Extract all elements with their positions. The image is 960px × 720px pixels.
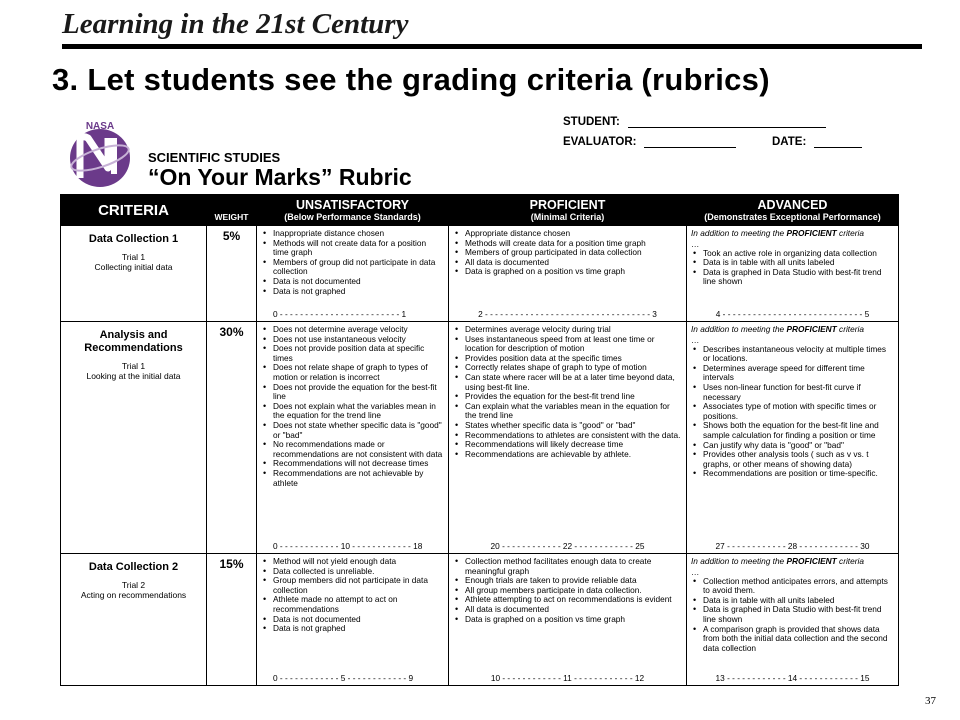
criteria-cell: [61, 322, 207, 554]
advanced-item: • Shows both the equation for the best-fit line and sample calculation for finding a position or time: [691, 421, 894, 440]
logo-text: NASA: [85, 121, 115, 132]
weight-cell: [207, 322, 257, 554]
rubric-row: [61, 554, 899, 686]
advanced-item: • Determines average speed for different time intervals: [691, 364, 894, 383]
unsatisfactory-item: • Recommendations will not decrease times: [261, 459, 444, 469]
advanced-intro: [691, 229, 894, 239]
proficient-item: • Enough trials are taken to provide reliable data: [453, 576, 682, 586]
advanced-item: • Took an active role in organizing data collection: [691, 249, 894, 259]
weight-value: 30%: [219, 325, 244, 339]
proficient-header: [449, 195, 687, 226]
criteria-cell: [61, 554, 207, 686]
unsatisfactory-item: • Inappropriate distance chosen: [261, 229, 444, 239]
org-name: SCIENTIFIC STUDIES: [148, 150, 281, 165]
criteria-trial-desc: Looking at the initial data: [86, 371, 181, 381]
criteria-name: Analysis and Recommendations: [84, 329, 183, 354]
advanced-cell: [687, 226, 899, 322]
advanced-cell: [687, 554, 899, 686]
unsatisfactory-item: • Does not explain what the variables mean in the equation for the trend line: [261, 402, 444, 421]
advanced-intro: [691, 557, 894, 567]
criteria-trial: Trial 1: [121, 361, 146, 371]
criteria-trial: Trial 2: [121, 580, 146, 590]
proficient-item: • Methods will create data for a position time graph: [453, 239, 682, 249]
advanced-scale: 27 - - - - - - - - - - - - 28 - - - - - - - - - - - - 30: [715, 541, 870, 551]
proficient-item: • Recommendations to athletes are consistent with the data.: [453, 431, 682, 441]
proficient-item: • Can explain what the variables mean in the equation for the trend line: [453, 402, 682, 421]
page-number: 37: [925, 695, 936, 707]
advanced-intro-prefix: In addition to meeting the: [691, 324, 787, 334]
proficient-item: • Recommendations will likely decrease time: [453, 440, 682, 450]
advanced-list: [691, 577, 894, 654]
advanced-item: • Data is in table with all units labeled: [691, 596, 894, 606]
header-row: [61, 195, 899, 226]
criteria-trial-desc: Acting on recommendations: [80, 590, 187, 600]
proficient-title: PROFICIENT: [529, 198, 606, 212]
unsatisfactory-item: • Data collected is unreliable.: [261, 567, 444, 577]
evaluator-field: [563, 136, 736, 148]
proficient-item: • Can state where racer will be at a later time beyond data, using best-fit line.: [453, 373, 682, 392]
weight-header: WEIGHT: [207, 195, 257, 226]
advanced-subtitle: (Demonstrates Exceptional Performance): [704, 212, 881, 222]
advanced-intro-suffix: criteria: [836, 324, 864, 334]
advanced-scale: 13 - - - - - - - - - - - - 14 - - - - - - - - - - - - 15: [715, 673, 870, 683]
proficient-item: • All data is documented: [453, 258, 682, 268]
unsatisfactory-item: • Data is not documented: [261, 277, 444, 287]
rubric-image: [60, 112, 898, 682]
unsatisfactory-item: • Athlete made no attempt to act on recommendations: [261, 595, 444, 614]
proficient-item: • Recommendations are achievable by athlete.: [453, 450, 682, 460]
unsatisfactory-list: [261, 229, 444, 296]
unsatisfactory-item: • Methods will not create data for a position time graph: [261, 239, 444, 258]
advanced-intro-suffix: criteria: [836, 556, 864, 566]
proficient-item: • States whether specific data is "good" or "bad": [453, 421, 682, 431]
advanced-intro-prefix: In addition to meeting the: [691, 228, 787, 238]
criteria-header: CRITERIA: [61, 195, 207, 226]
criteria-name: Data Collection 1: [88, 233, 179, 245]
rubric-row: [61, 322, 899, 554]
weight-value: 15%: [219, 557, 244, 571]
weight-cell: [207, 554, 257, 686]
advanced-scale: 4 - - - - - - - - - - - - - - - - - - - - - - - - - - - - 5: [715, 309, 870, 319]
unsatisfactory-item: • Data is not graphed: [261, 624, 444, 634]
advanced-intro-strong: PROFICIENT: [786, 556, 837, 566]
advanced-item: • Data is in table with all units labeled: [691, 258, 894, 268]
advanced-list: [691, 345, 894, 479]
unsatisfactory-item: • No recommendations made or recommendations are not consistent with data: [261, 440, 444, 459]
unsatisfactory-item: • Data is not graphed: [261, 287, 444, 297]
criteria-name: Data Collection 2: [88, 561, 179, 573]
proficient-item: • Uses instantaneous speed from at least one time or location for description of motion: [453, 335, 682, 354]
weight-value: 5%: [222, 229, 241, 243]
advanced-item: • Can justify why data is "good" or "bad": [691, 441, 894, 451]
header-title: Learning in the 21st Century: [62, 8, 409, 40]
advanced-item: • Recommendations are position or time-specific.: [691, 469, 894, 479]
advanced-intro-suffix: criteria: [836, 228, 864, 238]
proficient-item: • All group members participate in data collection.: [453, 586, 682, 596]
student-label: STUDENT:: [563, 116, 620, 128]
proficient-item: • Provides the equation for the best-fit trend line: [453, 392, 682, 402]
unsatisfactory-subtitle: (Below Performance Standards): [284, 212, 421, 222]
unsatisfactory-item: • Group members did not participate in data collection: [261, 576, 444, 595]
evaluator-label: EVALUATOR:: [563, 136, 637, 148]
unsatisfactory-item: • Does not state whether specific data is "good" or "bad": [261, 421, 444, 440]
proficient-cell: [449, 226, 687, 322]
nasa-logo: [66, 116, 134, 188]
weight-cell: [207, 226, 257, 322]
unsatisfactory-item: • Recommendations are not achievable by athlete: [261, 469, 444, 488]
advanced-intro-prefix: In addition to meeting the: [691, 556, 787, 566]
proficient-item: • Members of group participated in data collection: [453, 248, 682, 258]
proficient-cell: [449, 554, 687, 686]
advanced-ellipsis: …: [691, 238, 700, 249]
proficient-list: [453, 557, 682, 624]
rubric-row: [61, 226, 899, 322]
unsatisfactory-scale: 0 - - - - - - - - - - - - - - - - - - - - - - - - 1: [273, 309, 407, 319]
unsatisfactory-item: • Does not use instantaneous velocity: [261, 335, 444, 345]
proficient-item: • Correctly relates shape of graph to type of motion: [453, 363, 682, 373]
advanced-intro-strong: PROFICIENT: [786, 324, 837, 334]
unsatisfactory-item: • Method will not yield enough data: [261, 557, 444, 567]
proficient-item: • Data is graphed on a position vs time graph: [453, 267, 682, 277]
proficient-scale: 20 - - - - - - - - - - - - 22 - - - - - - - - - - - - 25: [490, 541, 645, 551]
unsatisfactory-scale: 0 - - - - - - - - - - - - 5 - - - - - - - - - - - - 9: [273, 673, 414, 683]
student-blank: [628, 117, 826, 128]
proficient-item: • All data is documented: [453, 605, 682, 615]
advanced-item: • Describes instantaneous velocity at multiple times or locations.: [691, 345, 894, 364]
criteria-trial: Trial 1: [121, 252, 146, 262]
proficient-item: • Athlete attempting to act on recommendations is evident: [453, 595, 682, 605]
advanced-list: [691, 249, 894, 287]
advanced-title: ADVANCED: [757, 198, 828, 212]
proficient-subtitle: (Minimal Criteria): [530, 212, 605, 222]
advanced-item: • Data is graphed in Data Studio with best-fit trend line shown: [691, 605, 894, 624]
proficient-cell: [449, 322, 687, 554]
unsatisfactory-cell: [257, 322, 449, 554]
advanced-item: • Associates type of motion with specific times or positions.: [691, 402, 894, 421]
advanced-intro-strong: PROFICIENT: [786, 228, 837, 238]
proficient-item: • Determines average velocity during trial: [453, 325, 682, 335]
unsatisfactory-title: UNSATISFACTORY: [296, 198, 409, 212]
evaluator-blank: [644, 137, 736, 148]
advanced-header: [687, 195, 899, 226]
unsatisfactory-item: • Does not determine average velocity: [261, 325, 444, 335]
unsatisfactory-cell: [257, 226, 449, 322]
rubric-name: “On Your Marks” Rubric: [148, 164, 412, 190]
date-label: DATE:: [772, 136, 807, 148]
advanced-item: • Collection method anticipates errors, and attempts to avoid them.: [691, 577, 894, 596]
advanced-item: • Data is graphed in Data Studio with best-fit trend line shown: [691, 268, 894, 287]
proficient-item: • Data is graphed on a position vs time graph: [453, 615, 682, 625]
unsatisfactory-cell: [257, 554, 449, 686]
criteria-cell: [61, 226, 207, 322]
unsatisfactory-item: • Does not provide the equation for the best-fit line: [261, 383, 444, 402]
proficient-list: [453, 229, 682, 277]
unsatisfactory-item: • Members of group did not participate in data collection: [261, 258, 444, 277]
date-field: [772, 136, 862, 148]
unsatisfactory-list: [261, 325, 444, 488]
slide-title: 3. Let students see the grading criteria (rubrics): [52, 62, 770, 97]
unsatisfactory-list: [261, 557, 444, 634]
proficient-item: • Appropriate distance chosen: [453, 229, 682, 239]
student-field: [563, 116, 826, 128]
unsatisfactory-scale: 0 - - - - - - - - - - - - 10 - - - - - - - - - - - - 18: [273, 541, 423, 551]
advanced-item: • A comparison graph is provided that shows data from both the initial data collection and the second data collection: [691, 625, 894, 654]
proficient-item: • Provides position data at the specific times: [453, 354, 682, 364]
advanced-cell: [687, 322, 899, 554]
proficient-list: [453, 325, 682, 459]
advanced-item: • Uses non-linear function for best-fit curve if necessary: [691, 383, 894, 402]
advanced-ellipsis: …: [691, 566, 700, 577]
date-blank: [814, 137, 862, 148]
advanced-item: • Provides other analysis tools ( such as v vs. t graphs, or other means of showing data): [691, 450, 894, 469]
proficient-item: • Collection method facilitates enough data to create meaningful graph: [453, 557, 682, 576]
unsatisfactory-header: [257, 195, 449, 226]
proficient-scale: 2 - - - - - - - - - - - - - - - - - - - - - - - - - - - - - - - - - 3: [478, 309, 657, 319]
criteria-trial-desc: Collecting initial data: [94, 262, 173, 272]
advanced-intro: [691, 325, 894, 335]
proficient-scale: 10 - - - - - - - - - - - - 11 - - - - - - - - - - - - 12: [490, 673, 645, 683]
unsatisfactory-item: • Data is not documented: [261, 615, 444, 625]
unsatisfactory-item: • Does not provide position data at specific times: [261, 344, 444, 363]
rubric-table: [60, 194, 899, 686]
advanced-ellipsis: …: [691, 334, 700, 345]
header-rule: [62, 44, 922, 49]
unsatisfactory-item: • Does not relate shape of graph to types of motion or relation is incorrect: [261, 363, 444, 382]
